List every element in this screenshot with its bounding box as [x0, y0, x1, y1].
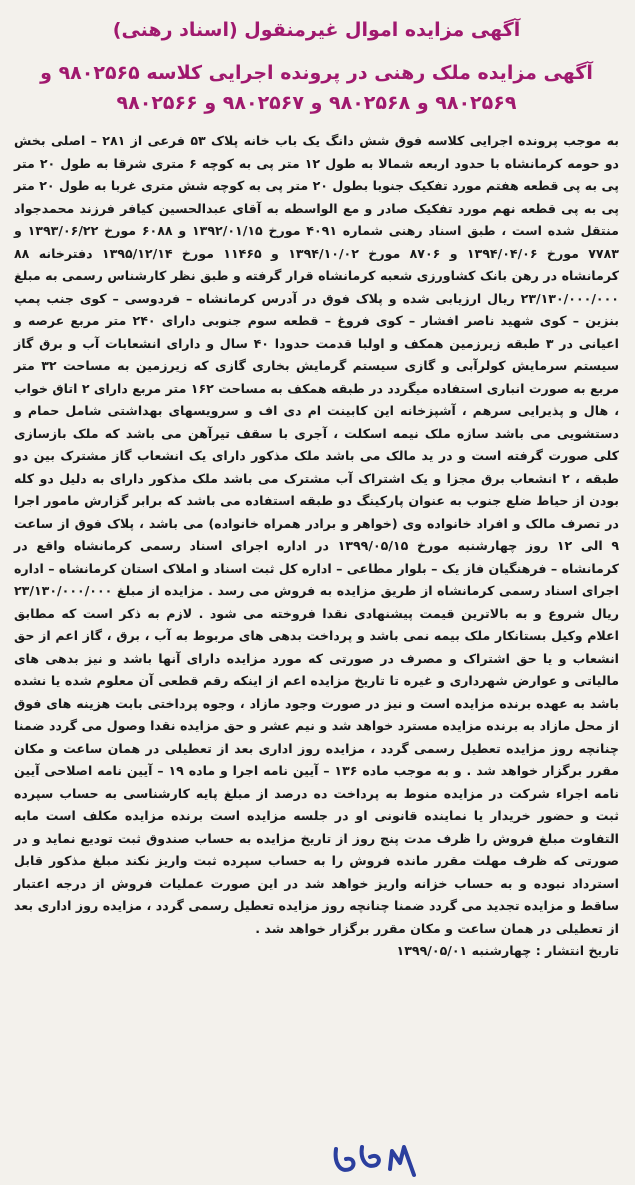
- notice-subtitle: آگهی مزایده ملک رهنی در پرونده اجرایی کلاسه ۹۸۰۲۵۶۵ و ۹۸۰۲۵۶۹ و ۹۸۰۲۵۶۸ و ۹۸۰۲۵۶۷ و ۹۸۰۲۵۶۶: [40, 62, 593, 114]
- handwritten-number-mark: [330, 1139, 420, 1183]
- publish-date: تاریخ انتشار : چهارشنبه ۱۳۹۹/۰۵/۰۱: [396, 943, 619, 958]
- notice-body: به موجب پرونده اجرایی کلاسه فوق شش دانگ یک باب خانه پلاک ۵۳ فرعی از ۲۸۱ – اصلی بخش دو حومه کرمانشاه با حدود اربعه شمالا به طول ۱۲ متر پی به کوچه ۶ متری شرقا به طول ۲۰ متر پی به پی قطعه هفتم مورد تفکیک جنوبا بطول ۲۰ متر پی به کوچه شش متری غربا به طول ۲۰ متر پی به پی قطعه نهم مورد تفکیک صادر و مع الواسطه به آقای عبدالحسین کیافر فرزند محمدجواد منتقل شده است ، طبق اسناد رهنی شماره ۴۰۹۱ مورخ ۱۳۹۲/۰۱/۱۵ و ۶۰۸۸ مورخ ۱۳۹۳/۰۶/۲۲ و ۷۷۸۳ مورخ ۱۳۹۴/۰۴/۰۶ و ۸۷۰۶ مورخ ۱۳۹۴/۱۰/۰۲ و ۱۱۴۶۵ مورخ ۱۳۹۵/۱۲/۱۴ دفترخانه ۸۸ کرمانشاه در رهن بانک کشاورزی شعبه کرمانشاه قرار گرفته و طبق نظر کارشناس رسمی به مبلغ ۲۳/۱۳۰/۰۰۰/۰۰۰ ریال ارزیابی شده و پلاک فوق در آدرس کرمانشاه – فردوسی – کوی جنب پمپ بنزین – کوی شهید ناصر افشار – کوی فروغ – قطعه سوم جنوبی دارای ۲۴۰ متر مربع عرصه و اعیانی در ۳ طبقه زیرزمین همکف و اولبا قدمت حدودا ۴۰ سال و دارای انشعابات آب و برق گاز سیستم سرمایش کولرآبی و گازی سیستم گرمایش بخاری گازی که زیرزمین به مساحت ۳۲ متر مربع به صورت انباری استفاده میگردد در طبقه همکف به مساحت ۱۶۲ متر مربع دارای ۲ اتاق خواب ، هال و پذیرایی سرهم ، آشپزخانه این کابینت ام دی اف و سرویسهای بهداشتی شامل حمام و دستشویی می باشد سازه ملک نیمه اسکلت ، آجری با سقف تیرآهن می باشد که ملک بازسازی کلی صورت گرفته است و در ید مالک می باشد ملک مذکور دارای یک انشعاب گاز مشترک بین دو طبقه ، ۲ انشعاب برق مجزا و یک اشتراک آب مشترک می باشد ملک مذکور دارای به دلیل دو کله بودن از حیاط ضلع جنوب به عنوان پارکینگ دو طبقه استفاده می باشد که برابر گزارش مامور اجرا در تصرف مالک و افراد خانواده وی (خواهر و برادر همراه خانواده) می باشد ، پلاک فوق از ساعت ۹ الی ۱۲ روز چهارشنبه مورخ ۱۳۹۹/۰۵/۱۵ در اداره اجرای اسناد رسمی کرمانشاه واقع در کرمانشاه – فرهنگیان فاز یک – بلوار مطاعی – اداره کل ثبت اسناد و املاک استان کرمانشاه – اداره اجرای اسناد رسمی کرمانشاه از طریق مزایده به فروش می رسد . مزایده از مبلغ ۲۳/۱۳۰/۰۰۰/۰۰۰ ریال شروع و به بالاترین قیمت پیشنهادی نقدا فروخته می شود . لازم به ذکر است که مطابق اعلام وکیل بستانکار ملک بیمه نمی باشد و پرداخت بدهی های مربوط به آب ، برق ، گاز اعم از حق انشعاب و یا حق اشتراک و مصرف در صورتی که مورد مزایده دارای آنها باشد و نیز بدهی های مالیاتی و عوارض شهرداری و غیره تا تاریخ مزایده اعم از اینکه رقم قطعی آن معلوم شده یا نشده باشد به عهده برنده مزایده است و نیز در صورت وجود مازاد ، وجوه پرداختی بابت هزینه های فوق از محل مازاد به برنده مزایده مسترد خواهد شد و نیم عشر و حق مزایده نقدا وصول می گردد ضمنا چنانچه روز مزایده تعطیل رسمی گردد ، مزایده روز اداری بعد از تعطیلی در همان ساعت و مکان مقرر برگزار خواهد شد . و به موجب ماده ۱۳۶ – آیین نامه اجرا و ماده ۱۹ – آیین نامه اصلاحی آیین نامه اجراء شرکت در مزایده منوط به پرداخت ده درصد از مبلغ پایه کارشناسی به حساب سپرده ثبت و حضور خریدار یا نماینده قانونی او در جلسه مزایده است برنده مزایده مکلف است مابه التفاوت مبلغ فروش را ظرف مدت پنج روز از تاریخ مزایده به حساب صندوق ثبت تودیع نماید و در صورتی که ظرف مهلت مقرر مانده فروش را به حساب سپرده ثبت واریز نکند مبلغ مذکور قابل استرداد نبوده و به حساب خزانه واریز خواهد شد در این صورت عملیات فروش از درجه اعتبار ساقط و مزایده تجدید می گردد ضمنا چنانچه روز مزایده تعطیل رسمی گردد ، مزایده روز اداری بعد از تعطیلی در همان ساعت و مکان مقرر برگزار خواهد شد .: [14, 133, 620, 936]
- notice-title: آگهی مزایده اموال غیرمنقول (اسناد رهنی): [112, 19, 521, 41]
